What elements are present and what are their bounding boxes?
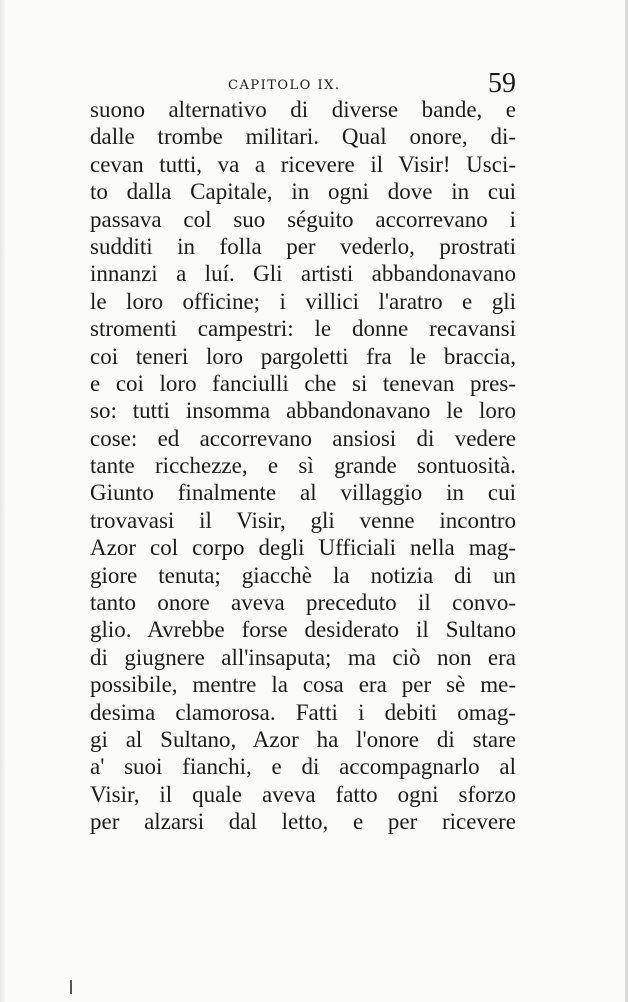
text-line: Visir, il quale aveva fatto ogni sforzo: [90, 781, 516, 807]
text-line: tante ricchezze, e sì grande sontuosità.: [90, 453, 516, 479]
text-line: desima clamorosa. Fatti i debiti omag-: [90, 699, 516, 725]
text-line: sudditi in folla per vederlo, prostrati: [90, 233, 516, 259]
chapter-heading: CAPITOLO IX.: [228, 78, 341, 93]
text-line: to dalla Capitale, in ogni dove in cui: [90, 179, 516, 205]
text-line: trovavasi il Visir, gli venne incontro: [90, 507, 516, 533]
text-line: a' suoi fianchi, e di accompagnarlo al: [90, 754, 516, 780]
text-line: le loro officine; i villici l'aratro e gli: [90, 288, 516, 314]
text-line: cevan tutti, va a ricevere il Visir! Usci-: [90, 151, 516, 177]
text-line: possibile, mentre la cosa era per sè me-: [90, 672, 516, 698]
body-text: [90, 96, 516, 836]
text-line: e coi loro fanciulli che si tenevan pres-: [90, 370, 516, 396]
text-line: innanzi a luí. Gli artisti abbandonavano: [90, 261, 516, 287]
text-line: tanto onore aveva preceduto il convo-: [90, 590, 516, 616]
text-line: glio. Avrebbe forse desiderato il Sultano: [90, 617, 516, 643]
text-line: di giugnere all'insaputa; ma ciò non era: [90, 644, 516, 670]
text-line: stromenti campestri: le donne recavansi: [90, 316, 516, 342]
page-edge-shadow: [0, 0, 6, 1002]
text-line: so: tutti insomma abbandonavano le loro: [90, 398, 516, 424]
text-line: gi al Sultano, Azor ha l'onore di stare: [90, 726, 516, 752]
text-line: Giunto finalmente al villaggio in cui: [90, 480, 516, 506]
page-number: 59: [488, 68, 516, 99]
text-line: passava col suo séguito accorrevano i: [90, 206, 516, 232]
text-line: per alzarsi dal letto, e per ricevere: [90, 809, 516, 835]
margin-mark: [70, 980, 72, 994]
text-line: Azor col corpo degli Ufficiali nella mag-: [90, 535, 516, 561]
text-line: cose: ed accorrevano ansiosi di vedere: [90, 425, 516, 451]
text-line: giore tenuta; giacchè la notizia di un: [90, 562, 516, 588]
text-line: coi teneri loro pargoletti fra le braccia,: [90, 343, 516, 369]
text-line: suono alternativo di diverse bande, e: [90, 97, 516, 122]
running-head: [90, 68, 516, 99]
text-line: dalle trombe militari. Qual onore, di-: [90, 124, 516, 150]
